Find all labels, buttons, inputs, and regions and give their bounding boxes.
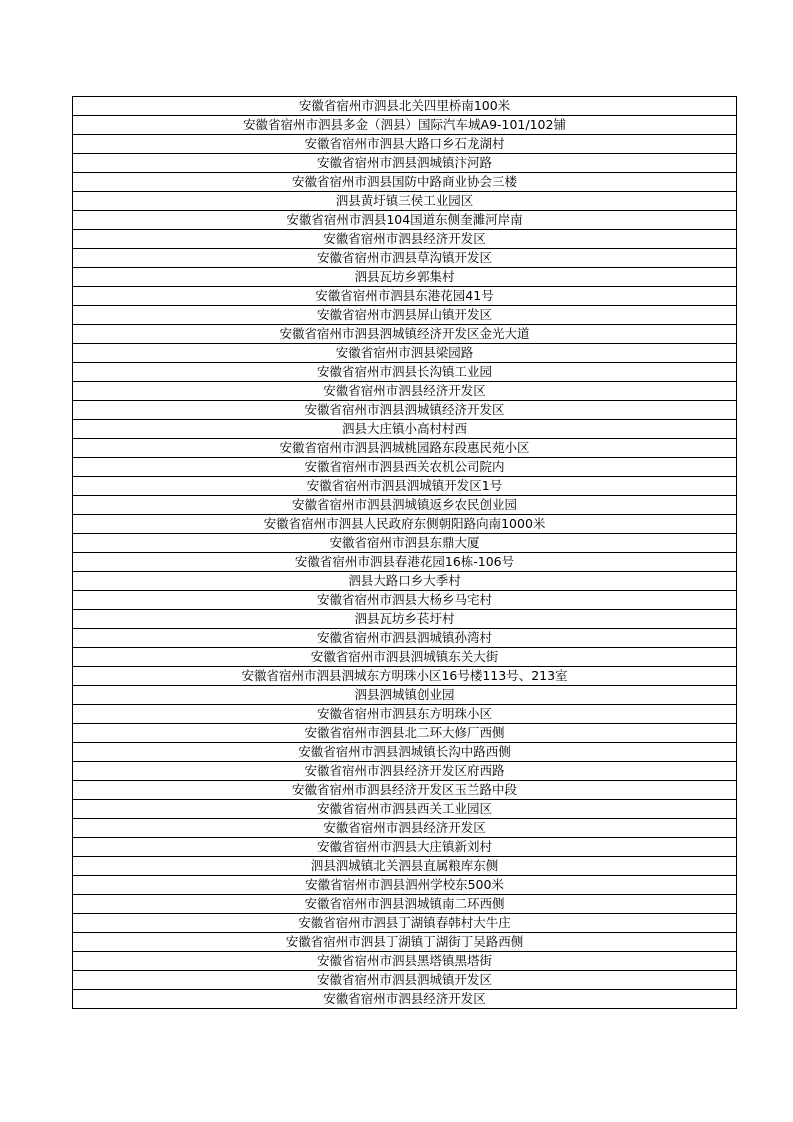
table-row [73,705,737,724]
address-cell: 安徽省宿州市泗县泗城桃园路东段惠民苑小区 [73,439,737,458]
table-row [73,287,737,306]
table-row [73,325,737,344]
table-row [73,724,737,743]
table-row [73,420,737,439]
address-cell: 安徽省宿州市泗县经济开发区 [73,990,737,1009]
table-row [73,933,737,952]
table-row [73,363,737,382]
address-cell: 安徽省宿州市泗县经济开发区 [73,819,737,838]
table-row [73,876,737,895]
table-row [73,686,737,705]
table-row [73,591,737,610]
table-row [73,97,737,116]
address-cell: 安徽省宿州市泗县经济开发区府西路 [73,762,737,781]
address-cell: 安徽省宿州市泗县草沟镇开发区 [73,249,737,268]
address-cell: 泗县瓦坊乡郭集村 [73,268,737,287]
address-cell: 安徽省宿州市泗县经济开发区玉兰路中段 [73,781,737,800]
table-row [73,268,737,287]
table-row [73,572,737,591]
table-row [73,458,737,477]
address-cell: 安徽省宿州市泗县泗城镇汴河路 [73,154,737,173]
address-cell: 安徽省宿州市泗县北二环大修厂西侧 [73,724,737,743]
table-row [73,819,737,838]
table-row [73,895,737,914]
address-cell: 安徽省宿州市泗县大杨乡马宅村 [73,591,737,610]
address-cell: 安徽省宿州市泗县丁湖镇春韩村大牛庄 [73,914,737,933]
table-row [73,344,737,363]
address-cell: 安徽省宿州市泗县大庄镇新刘村 [73,838,737,857]
address-cell: 安徽省宿州市泗县西关工业园区 [73,800,737,819]
table-row [73,192,737,211]
address-cell: 安徽省宿州市泗县泗城镇返乡农民创业园 [73,496,737,515]
table-row [73,439,737,458]
address-cell: 安徽省宿州市泗县泗城镇东关大街 [73,648,737,667]
table-row [73,990,737,1009]
address-cell: 安徽省宿州市泗县春港花园16栋-106号 [73,553,737,572]
table-row [73,667,737,686]
address-cell: 泗县大庄镇小高村村西 [73,420,737,439]
table-row [73,173,737,192]
table-row [73,534,737,553]
address-cell: 安徽省宿州市泗县泗城东方明珠小区16号楼113号、213室 [73,667,737,686]
table-row [73,971,737,990]
address-table [72,96,737,1009]
address-cell: 泗县泗城镇创业园 [73,686,737,705]
address-cell: 安徽省宿州市泗县北关四里桥南100米 [73,97,737,116]
address-cell: 安徽省宿州市泗县人民政府东侧朝阳路向南1000米 [73,515,737,534]
address-cell: 泗县泗城镇北关泗县直属粮库东侧 [73,857,737,876]
address-cell: 安徽省宿州市泗县东港花园41号 [73,287,737,306]
address-cell: 泗县瓦坊乡苌圩村 [73,610,737,629]
address-cell: 安徽省宿州市泗县泗城镇经济开发区 [73,401,737,420]
address-cell: 安徽省宿州市泗县丁湖镇丁湖街丁吴路西侧 [73,933,737,952]
table-row [73,914,737,933]
table-row [73,211,737,230]
table-row [73,249,737,268]
table-row [73,135,737,154]
table-row [73,306,737,325]
address-cell: 安徽省宿州市泗县国防中路商业协会三楼 [73,173,737,192]
table-row [73,496,737,515]
address-cell: 安徽省宿州市泗县多金（泗县）国际汽车城A9-101/102铺 [73,116,737,135]
address-cell: 安徽省宿州市泗县黑塔镇黑塔街 [73,952,737,971]
address-cell: 泗县大路口乡大季村 [73,572,737,591]
address-cell: 安徽省宿州市泗县屏山镇开发区 [73,306,737,325]
table-row [73,154,737,173]
address-cell: 安徽省宿州市泗县泗城镇开发区1号 [73,477,737,496]
table-row [73,230,737,249]
address-cell: 安徽省宿州市泗县梁园路 [73,344,737,363]
address-table-body [73,97,737,1009]
table-row [73,762,737,781]
address-cell: 安徽省宿州市泗县大路口乡石龙湖村 [73,135,737,154]
address-cell: 安徽省宿州市泗县长沟镇工业园 [73,363,737,382]
address-cell: 安徽省宿州市泗县经济开发区 [73,382,737,401]
address-cell: 安徽省宿州市泗县东鼎大厦 [73,534,737,553]
address-cell: 安徽省宿州市泗县泗城镇经济开发区金光大道 [73,325,737,344]
table-row [73,800,737,819]
address-cell: 安徽省宿州市泗县泗州学校东500米 [73,876,737,895]
table-row [73,116,737,135]
address-cell: 安徽省宿州市泗县泗城镇开发区 [73,971,737,990]
table-row [73,401,737,420]
address-cell: 安徽省宿州市泗县泗城镇南二环西侧 [73,895,737,914]
table-row [73,857,737,876]
address-cell: 安徽省宿州市泗县经济开发区 [73,230,737,249]
address-cell: 安徽省宿州市泗县泗城镇长沟中路西侧 [73,743,737,762]
address-cell: 安徽省宿州市泗县西关农机公司院内 [73,458,737,477]
table-row [73,838,737,857]
table-row [73,743,737,762]
table-row [73,648,737,667]
table-row [73,553,737,572]
table-row [73,610,737,629]
table-row [73,781,737,800]
address-cell: 泗县黄圩镇三侯工业园区 [73,192,737,211]
address-cell: 安徽省宿州市泗县泗城镇孙湾村 [73,629,737,648]
address-cell: 安徽省宿州市泗县东方明珠小区 [73,705,737,724]
table-row [73,382,737,401]
address-cell: 安徽省宿州市泗县104国道东侧奎濉河岸南 [73,211,737,230]
table-row [73,477,737,496]
table-row [73,515,737,534]
table-row [73,629,737,648]
table-row [73,952,737,971]
